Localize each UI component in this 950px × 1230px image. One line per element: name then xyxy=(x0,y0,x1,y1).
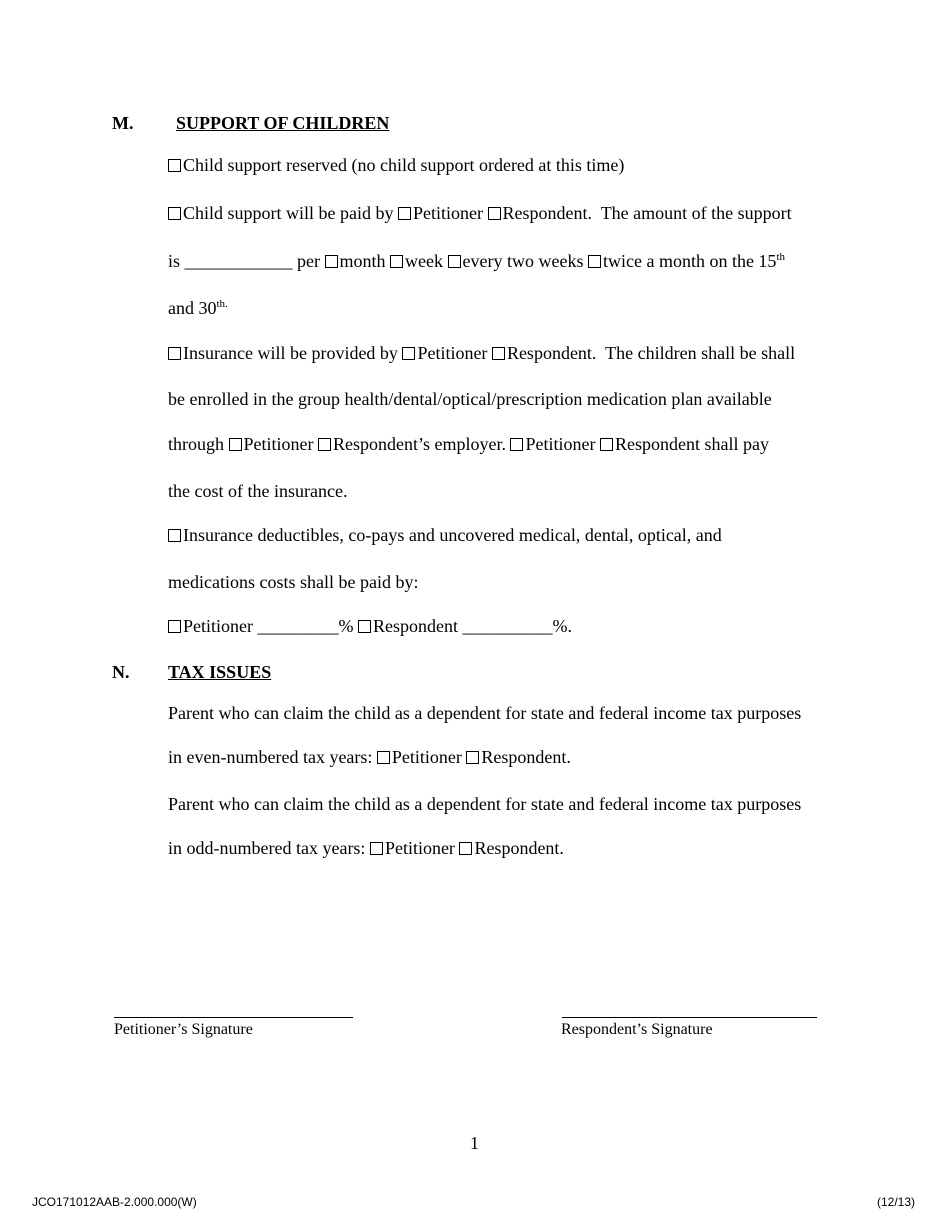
pay-petitioner-checkbox[interactable] xyxy=(510,438,523,451)
odd-petitioner-label: Petitioner xyxy=(384,838,455,858)
amount-text: The amount of the support xyxy=(600,203,792,223)
pct-petitioner-label: Petitioner _________% xyxy=(183,616,354,636)
th-dot-superscript: th. xyxy=(216,298,228,310)
week-checkbox[interactable] xyxy=(390,255,403,268)
tax-para-2: Parent who can claim the child as a dependent for state and federal income tax purposes xyxy=(168,794,802,814)
paid-by-respondent-label: Respondent. xyxy=(502,203,592,223)
week-label: week xyxy=(405,251,443,271)
and-30-label: and 30 xyxy=(168,298,217,318)
footer-code: JCO171012AAB-2.000.000(W) xyxy=(32,1195,197,1209)
twice-month-checkbox[interactable] xyxy=(588,255,601,268)
cost-line: the cost of the insurance. xyxy=(168,481,348,501)
odd-respondent-label: Respondent. xyxy=(474,838,564,858)
paid-by-line xyxy=(168,202,792,224)
through-line xyxy=(168,433,769,455)
section-m-title: SUPPORT OF CHILDREN xyxy=(176,113,390,133)
paid-by-respondent-checkbox[interactable] xyxy=(488,207,501,220)
reserved-label: Child support reserved (no child support ordered at this time) xyxy=(183,155,625,175)
th-superscript: th xyxy=(776,251,785,263)
section-n-title: TAX ISSUES xyxy=(168,662,272,682)
frequency-line xyxy=(168,250,785,272)
odd-petitioner-checkbox[interactable] xyxy=(370,842,383,855)
paid-by-label: Child support will be paid by xyxy=(183,203,394,223)
even-petitioner-label: Petitioner xyxy=(391,747,462,767)
through-petitioner-checkbox[interactable] xyxy=(229,438,242,451)
pct-respondent-label: Respondent __________%. xyxy=(372,616,572,636)
month-label: month xyxy=(339,251,386,271)
paid-by-petitioner-label: Petitioner xyxy=(413,203,483,223)
deductibles-line xyxy=(168,524,722,546)
odd-respondent-checkbox[interactable] xyxy=(459,842,472,855)
respondent-signature-label: Respondent’s Signature xyxy=(561,1021,713,1038)
tax-para-1: Parent who can claim the child as a dependent for state and federal income tax purposes xyxy=(168,703,802,723)
insurance-post: The children shall be shall xyxy=(605,343,796,363)
twice-month-label: twice a month on the 15 xyxy=(602,251,777,271)
even-respondent-label: Respondent. xyxy=(481,747,571,767)
pct-respondent-checkbox[interactable] xyxy=(358,620,371,633)
insurance-respondent-label: Respondent. xyxy=(506,343,597,363)
through-respondent-checkbox[interactable] xyxy=(318,438,331,451)
med-costs-line: medications costs shall be paid by: xyxy=(168,572,419,592)
pay-petitioner-label: Petitioner xyxy=(525,434,596,454)
percent-line xyxy=(168,615,572,637)
deductibles-checkbox[interactable] xyxy=(168,529,181,542)
even-label: in even-numbered tax years: xyxy=(168,747,373,767)
paid-by-petitioner-checkbox[interactable] xyxy=(398,207,411,220)
pct-petitioner-checkbox[interactable] xyxy=(168,620,181,633)
enrolled-line: be enrolled in the group health/dental/optical/prescription medication plan available xyxy=(168,389,772,409)
page-number: 1 xyxy=(470,1133,479,1153)
per-label: per xyxy=(297,251,320,271)
even-respondent-checkbox[interactable] xyxy=(466,751,479,764)
insurance-petitioner-checkbox[interactable] xyxy=(402,347,415,360)
section-m-letter: M. xyxy=(112,113,134,133)
insurance-line xyxy=(168,342,795,364)
through-petitioner-label: Petitioner xyxy=(243,434,314,454)
and-30-line xyxy=(168,297,228,319)
is-label: is xyxy=(168,251,181,271)
reserved-checkbox[interactable] xyxy=(168,159,181,172)
pay-respondent-checkbox[interactable] xyxy=(600,438,613,451)
footer-pages: (12/13) xyxy=(877,1195,916,1209)
insurance-petitioner-label: Petitioner xyxy=(417,343,488,363)
odd-years-line xyxy=(168,837,564,859)
two-weeks-checkbox[interactable] xyxy=(448,255,461,268)
two-weeks-label: every two weeks xyxy=(462,251,584,271)
insurance-checkbox[interactable] xyxy=(168,347,181,360)
even-years-line xyxy=(168,746,571,768)
month-checkbox[interactable] xyxy=(325,255,338,268)
petitioner-signature-label: Petitioner’s Signature xyxy=(114,1021,253,1038)
insurance-respondent-checkbox[interactable] xyxy=(492,347,505,360)
odd-label: in odd-numbered tax years: xyxy=(168,838,366,858)
deductibles-label: Insurance deductibles, co-pays and uncovered medical, dental, optical, and xyxy=(183,525,722,545)
insurance-label: Insurance will be provided by xyxy=(183,343,398,363)
section-n-letter: N. xyxy=(112,662,130,682)
through-label: through xyxy=(168,434,224,454)
reserved-line xyxy=(168,154,624,176)
amount-blank[interactable]: ____________ xyxy=(184,251,293,271)
shall-pay-label: Respondent shall pay xyxy=(614,434,769,454)
even-petitioner-checkbox[interactable] xyxy=(377,751,390,764)
petitioner-signature-line[interactable] xyxy=(114,1017,353,1018)
employer-label: Respondent’s employer. xyxy=(333,434,506,454)
respondent-signature-line[interactable] xyxy=(562,1017,817,1018)
paid-by-checkbox[interactable] xyxy=(168,207,181,220)
